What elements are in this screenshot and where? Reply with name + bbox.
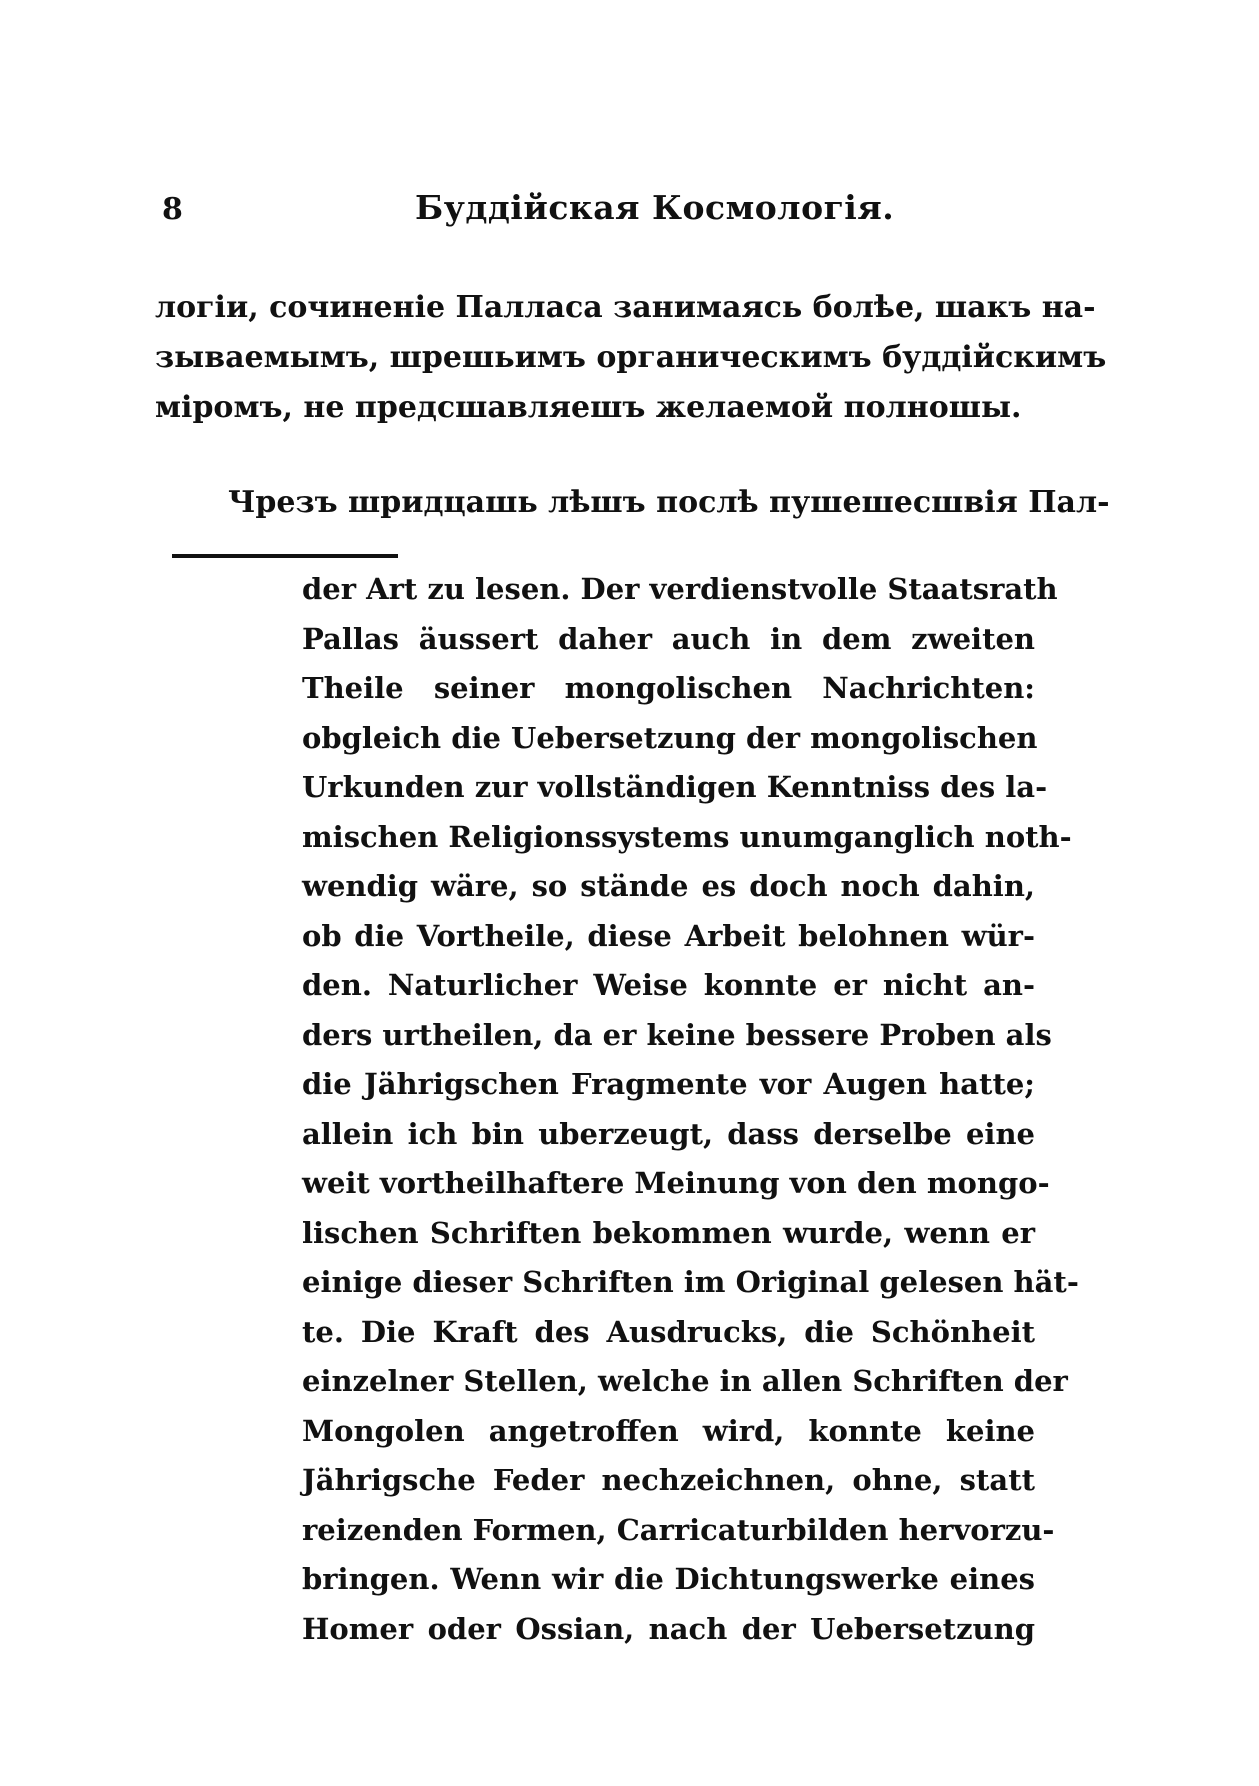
russian-paragraph-start: Чрезъ шридцашь лѣшъ послѣ пушешесшвія Пал-	[228, 485, 1110, 520]
footnote-line: Homer oder Ossian, nach der Uebersetzung	[302, 1611, 1035, 1646]
footnote-divider	[172, 554, 398, 558]
footnote-line: Jährigsche Feder nechzeichnen, ohne, statt	[302, 1463, 1035, 1497]
footnote-line: Pallas äussert daher auch in dem zweiten	[302, 621, 1035, 656]
footnote-line: Mongolen angetroffen wird, konnte keine	[302, 1413, 1035, 1448]
footnote-line: den. Naturlicher Weise konnte er nicht an-	[302, 968, 1035, 1002]
footnote-line: obgleich die Uebersetzung der mongolischen	[302, 720, 1038, 755]
footnote-line: wendig wäre, so stände es doch noch dahin,	[302, 869, 1035, 903]
footnote-line: reizenden Formen, Carricaturbilden hervorzu-	[302, 1512, 1055, 1547]
text-line: міромъ, не предсшавляешъ желаемой полношы.	[155, 390, 1022, 425]
footnote-line: Urkunden zur vollständigen Kenntniss des la-	[302, 770, 1048, 804]
russian-paragraph	[155, 283, 1107, 433]
footnote-line: einzelner Stellen, welche in allen Schriften der	[302, 1364, 1068, 1398]
footnote-line: einige dieser Schriften im Original gelesen hät-	[302, 1265, 1079, 1299]
footnote-line: ob die Vortheile, diese Arbeit belohnen wür-	[302, 918, 1035, 953]
footnote-line: allein ich bin uberzeugt, dass derselbe eine	[302, 1116, 1035, 1151]
footnote-line: die Jährigschen Fragmente vor Augen hatte;	[302, 1067, 1035, 1101]
footnote-line: bringen. Wenn wir die Dichtungswerke eines	[302, 1562, 1035, 1596]
text-line: логіи, сочиненіе Палласа занимаясь болѣе, шакъ на-	[155, 290, 1096, 325]
running-head-title: Буддійская Космологія.	[415, 188, 895, 227]
footnote-line: weit vortheilhaftere Meinung von den mongo-	[302, 1166, 1050, 1200]
footnote-line: te. Die Kraft des Ausdrucks, die Schönheit	[302, 1314, 1035, 1349]
text-line: зываемымъ, шрешьимъ органическимъ буддійскимъ	[155, 340, 1107, 375]
page-number: 8	[162, 192, 183, 227]
footnote-line: lischen Schriften bekommen wurde, wenn er	[302, 1215, 1035, 1250]
footnote-line: ders urtheilen, da er keine bessere Proben als	[302, 1017, 1052, 1052]
footnote-line: mischen Religionssystems unumganglich noth-	[302, 819, 1072, 854]
footnote-line: der Art zu lesen. Der verdienstvolle Staatsrath	[302, 572, 1058, 606]
footnote-text	[302, 565, 1079, 1654]
footnote-line: Theile seiner mongolischen Nachrichten:	[302, 671, 1035, 705]
